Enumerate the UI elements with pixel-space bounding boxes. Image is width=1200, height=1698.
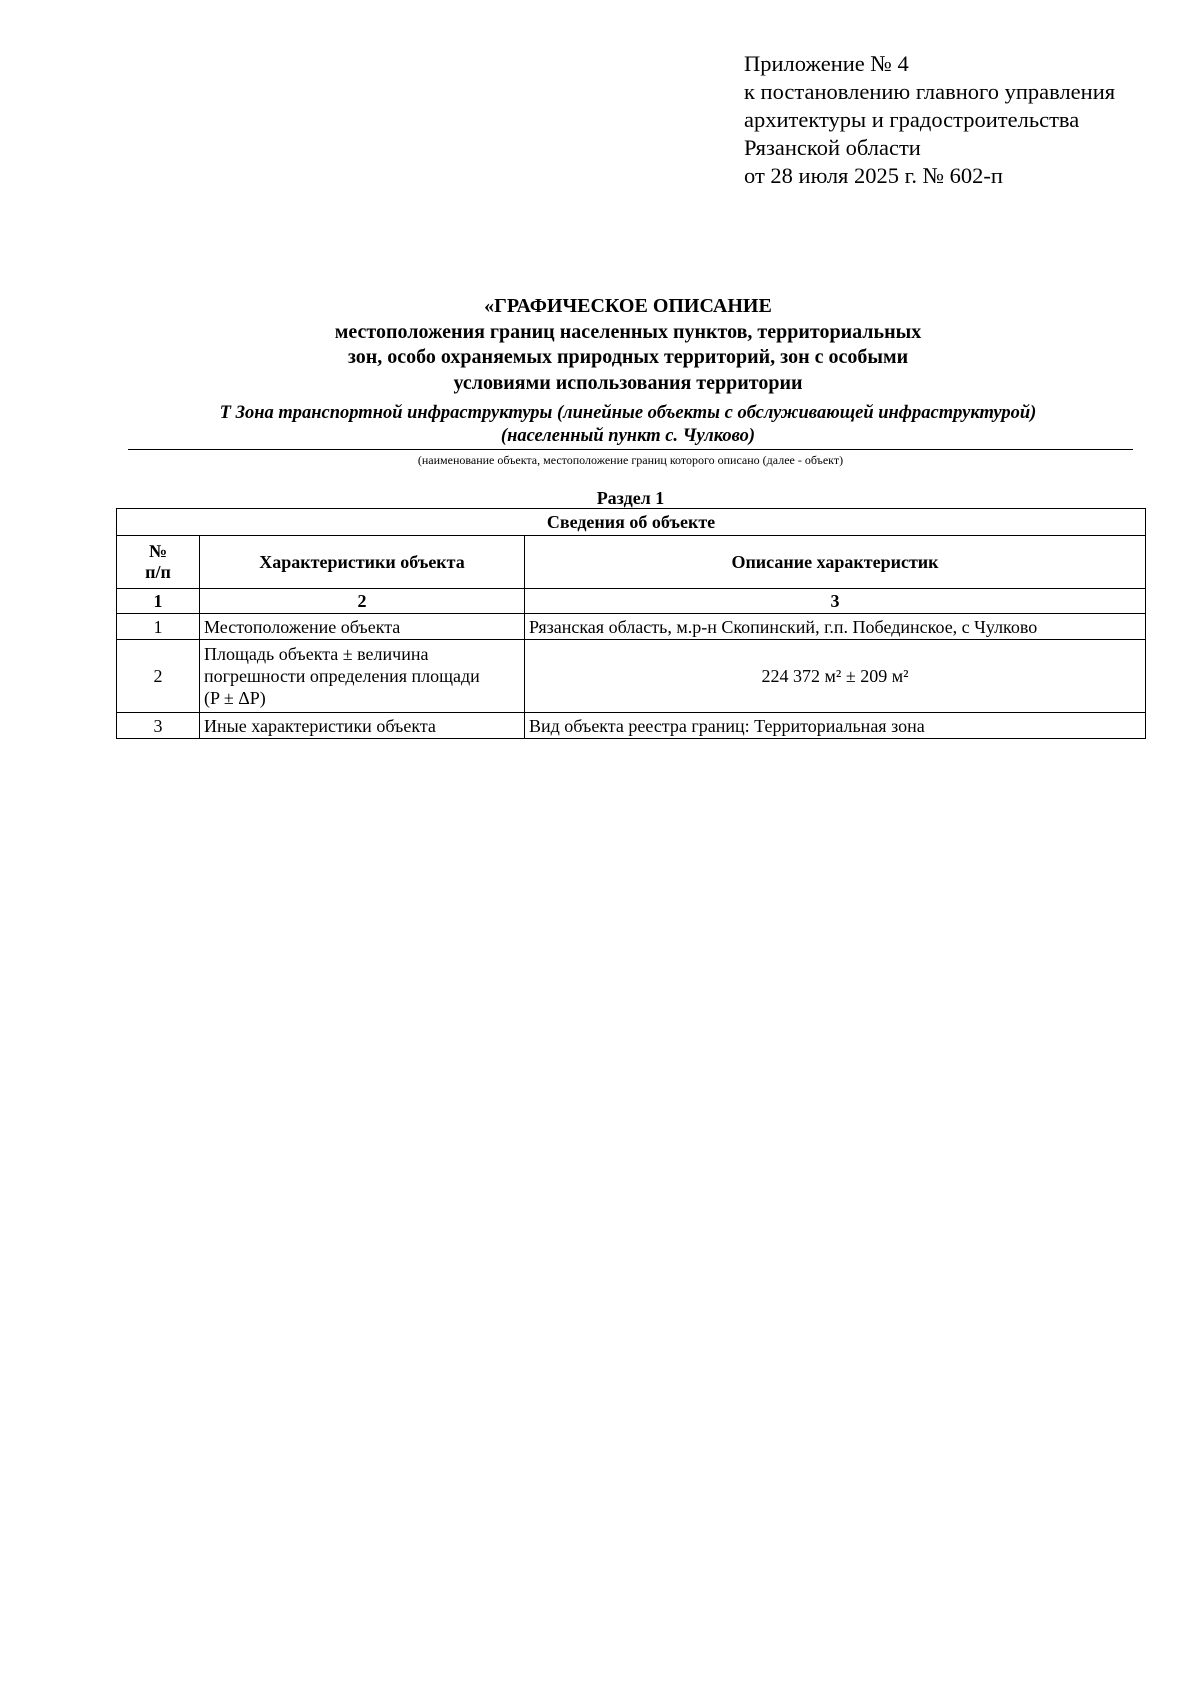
appendix-region: Рязанской области	[744, 135, 921, 160]
column-index: 2	[200, 589, 525, 614]
row-number: 2	[117, 640, 200, 713]
object-name-line-1: Т Зона транспортной инфраструктуры (линейные объекты с обслуживающей инфраструктурой)	[219, 403, 1037, 423]
table-caption-row	[117, 509, 1146, 536]
object-name-caption: (наименование объекта, местоположение границ которого описано (далее - объект)	[417, 453, 844, 467]
table-caption: Сведения об объекте	[117, 509, 1146, 536]
appendix-date-number: от 28 июля 2025 г. № 602-п	[744, 163, 1003, 188]
row-description: Рязанская область, м.р-н Скопинский, г.п. Побединское, с Чулково	[525, 614, 1146, 640]
row-description: Вид объекта реестра границ: Территориальная зона	[525, 713, 1146, 739]
table-row	[117, 713, 1146, 739]
title-line-4: условиями использования территории	[453, 371, 803, 394]
section-title: Раздел 1	[596, 488, 665, 508]
header-num-line-1: №	[148, 541, 168, 561]
row-number: 1	[117, 614, 200, 640]
row-characteristic-line-1: Площадь объекта ± величина	[204, 644, 429, 664]
document-title	[128, 294, 1128, 396]
object-name	[128, 402, 1128, 448]
row-description: 224 372 м² ± 209 м²	[525, 640, 1146, 713]
appendix-resolution-ref: к постановлению главного управления	[744, 79, 1116, 104]
header-num	[117, 536, 200, 589]
row-characteristic-line-3: (P ± ΔP)	[204, 688, 266, 708]
title-line-1: «ГРАФИЧЕСКОЕ ОПИСАНИЕ	[484, 295, 772, 317]
row-characteristic	[200, 640, 525, 713]
row-characteristic: Иные характеристики объекта	[200, 713, 525, 739]
table-header-row	[117, 536, 1146, 589]
header-num-line-2: п/п	[145, 562, 171, 582]
row-number: 3	[117, 713, 200, 739]
column-index: 1	[117, 589, 200, 614]
appendix-department: архитектуры и градостроительства	[744, 107, 1080, 132]
object-name-line-2: (населенный пункт с. Чулково)	[500, 426, 756, 446]
header-description: Описание характеристик	[525, 536, 1146, 589]
column-index: 3	[525, 589, 1146, 614]
column-index-row	[117, 589, 1146, 614]
table-row	[117, 614, 1146, 640]
appendix-header	[744, 50, 1164, 190]
appendix-number: Приложение № 4	[744, 51, 909, 76]
row-characteristic-line-2: погрешности определения площади	[204, 666, 480, 686]
object-info-table	[116, 508, 1146, 739]
table-row	[117, 640, 1146, 713]
header-characteristics: Характеристики объекта	[200, 536, 525, 589]
title-line-2: местоположения границ населенных пунктов, территориальных	[334, 320, 922, 343]
title-line-3: зон, особо охраняемых природных территорий, зон с особыми	[347, 346, 909, 368]
object-name-underline	[128, 449, 1133, 450]
row-characteristic: Местоположение объекта	[200, 614, 525, 640]
